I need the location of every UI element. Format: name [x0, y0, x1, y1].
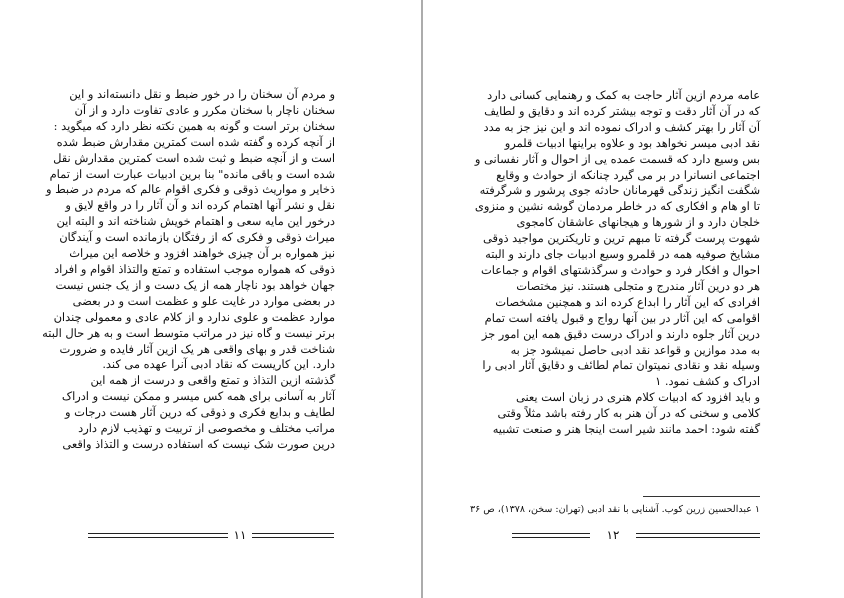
- text-line: درین صورت شک نیست که استفاده درست و التذاذ واقعی: [62, 436, 335, 451]
- text-line: گفته شود: احمد مانند شیر است اینجا هنر و صنعت تشبیه: [492, 422, 760, 437]
- text-line: اجتماعی انسانرا در بر می گیرد چنانکه از حوادث و وقایع: [496, 167, 760, 182]
- right-page-number: ۱۲: [606, 528, 620, 542]
- text-line: شهوت پرست گرفته تا مبهم ترین و تاریکترین مواجید ذوقی: [483, 231, 760, 246]
- right-footer-rule: [512, 533, 590, 538]
- text-line: و مردم آن سخنان را در خور ضبط و نقل دانسته‌اند و این: [69, 87, 335, 101]
- text-line: سخنان ناچار با سخنان مکرر و عادی تفاوت دارد و از آن: [74, 102, 335, 117]
- text-line: که در آن آثار دقت و توجه بیشتر کرده اند و دقایق و لطایف: [484, 103, 760, 118]
- text-line: دارد. این کاریست که نقاد ادبی آنرا عهده می کند.: [102, 357, 335, 372]
- right-page: [423, 0, 844, 598]
- text-line: سخنان برتر است و گونه به همین نکته نظر دارد که میگوید :: [53, 118, 335, 133]
- left-page-body: [42, 87, 335, 453]
- text-line: و باید افزود که ادبیات کلام هنری در زبان است یعنی: [515, 390, 760, 405]
- left-page: [0, 0, 421, 598]
- text-line: میراث ذوقی و فکری که از رفتگان بازمانده است و آیندگان: [59, 230, 335, 245]
- text-line: آثار به آسانی برای همه کس میسر و ممکن نیست و ادراک: [61, 389, 335, 404]
- text-line: موارد عظمت و علوی ندارد و از کلام عادی و معمولی چندان: [53, 309, 335, 324]
- text-line: مراتب مختلف و مخصوصی از تربیت و تهذیب لازم دارد: [78, 421, 335, 436]
- text-line: برتر نیست و گاه نیز در مراتب متوسط است و به هر حال البته: [42, 325, 335, 340]
- right-page-body: [474, 88, 760, 438]
- text-line: گذشته ازین التذاذ و تمتع واقعی و درست از همه این: [90, 373, 335, 388]
- text-line: ادراک و کشف نمود. ۱: [655, 374, 760, 389]
- footnote: ۱ عبدالحسین زرین کوب. آشنایی با نقد ادبی (تهران: سخن، ۱۳۷۸)، ص ۳۶: [470, 504, 760, 515]
- left-page-number: ۱۱: [233, 528, 247, 542]
- text-line: وسیله نقد و نقادی نمیتوان تمام لطائف و دقایق آثار ادبی را: [482, 358, 760, 373]
- text-line: بس وسیع دارد که قسمت عمده یی از احوال و آثار نفسانی و: [474, 151, 760, 166]
- text-line: افرادی که این آثار را ابداع کرده اند و همچنین مشخصات: [495, 294, 760, 309]
- text-line: عامه مردم ازین آثار حاجت به کمک و رهنمایی کسانی دارد: [487, 88, 760, 102]
- text-line: شناخت قدر و بهای واقعی هر یک ازین آثار فایده و ضرورت: [59, 341, 335, 356]
- text-line: آن آثار را بهتر کشف و ادراک نموده اند و این نیز جز به مدد: [483, 119, 760, 134]
- right-footer-rule-end: [636, 533, 760, 538]
- text-line: شده است و باقی مانده" بنا برین ادبیات عبارت است از تمام: [49, 166, 335, 181]
- text-line: لطایف و بدایع فکری و ذوقی که درین آثار هست درجات و: [65, 405, 335, 420]
- text-line: تا او هام و افکاری که در خاطر مردمان گوشه نشین و منزوی: [474, 199, 760, 214]
- text-line: کلامی و سخنی که در آن هنر به کار رفته باشد مثلاً وقتی: [497, 406, 760, 421]
- text-line: درخور این مایه سعی و اهتمام خویش شناخته اند و البته این: [56, 214, 335, 229]
- text-line: به مدد موازین و قواعد نقد ادبی حاصل نمیشود جز به: [510, 342, 760, 357]
- text-line: احوال و افکار فرد و حوادث و سرگذشتهای اقوام و جماعات: [481, 262, 760, 277]
- left-footer-rule-end: [252, 533, 334, 538]
- text-line: مشایخ صوفیه همه در قلمرو وسیع ادبیات جای دارند و البته: [485, 247, 760, 262]
- text-line: ذخایر و مواریث ذوقی و فکری اقوام عالم که مردم در ضبط و: [45, 182, 335, 197]
- text-line: است و از آنچه ضبط و ثبت شده است کمترین مقدارش نقل: [53, 150, 335, 165]
- text-line: درین آثار جلوه دارند و ادراک درست دقیق همه این امور جز: [481, 326, 760, 341]
- text-line: ذوقی که همواره موجب استفاده و تمتع والتذاذ اقوام و افراد: [54, 261, 335, 276]
- text-line: شگفت انگیز زندگی قهرمانان حادثه جوی پرشور و شرگرفته: [479, 183, 760, 198]
- text-line: اقوامی که این آثار در بین آنها رواج و قبول یافته است تمام: [484, 310, 760, 325]
- text-line: از آنچه کرده و گفته شده است کمترین مقدارش ضبط شده: [56, 134, 335, 149]
- text-line: خلجان دارد و از شورها و هیجانهای عاشقان کامجوی: [516, 215, 760, 230]
- text-line: نیز همواره بر آن چیزی خواهند افزود و خلاصه این میراث: [69, 246, 335, 261]
- text-line: نقل و نشر آنها اهتمام کرده اند و آن آثار را در واقع لایق و: [65, 198, 335, 213]
- text-line: هر دو درین آثار مندرج و متجلی هستند. نیز مختصات: [516, 278, 760, 293]
- left-footer-rule: [88, 533, 228, 538]
- text-line: نقد ادبی میسر نخواهد بود و علاوه براینها ادبیات قلمرو: [504, 135, 760, 150]
- footnote-rule: [643, 496, 760, 497]
- text-line: در بعضی موارد در غایت علو و عظمت است و در بعضی: [72, 293, 335, 308]
- text-line: جهان خواهد بود ناچار همه از یک دست و از یک جنس نیست: [55, 277, 335, 292]
